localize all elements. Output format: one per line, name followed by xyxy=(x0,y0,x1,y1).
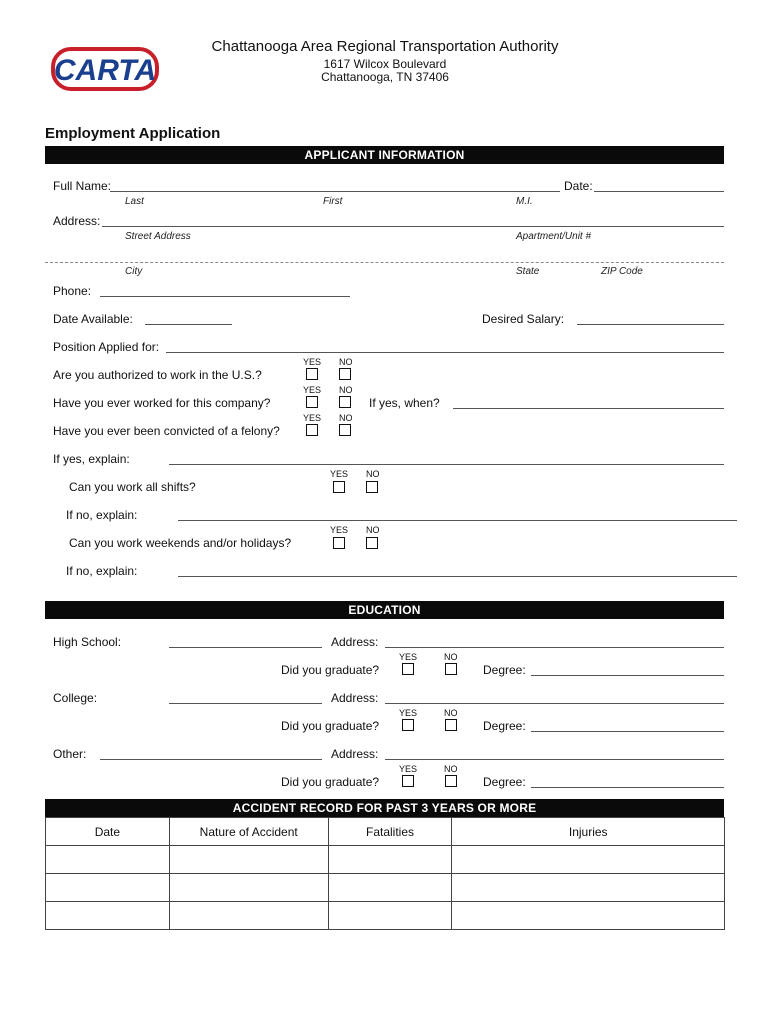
question-all-shifts: Can you work all shifts? xyxy=(69,480,196,494)
high-school-degree-line[interactable] xyxy=(531,675,724,676)
city-state-zip-line[interactable] xyxy=(45,262,724,263)
other-graduate-no-checkbox[interactable] xyxy=(445,775,457,787)
other-address-label: Address: xyxy=(331,747,379,761)
yes-label: YES xyxy=(399,652,418,662)
high-school-label: High School: xyxy=(53,635,122,649)
column-header-injuries: Injuries xyxy=(452,818,725,846)
yes-label: YES xyxy=(399,708,418,718)
column-header-date: Date xyxy=(46,818,170,846)
college-graduate-yes-checkbox[interactable] xyxy=(402,719,414,731)
other-line[interactable] xyxy=(100,759,322,760)
other-degree-label: Degree: xyxy=(483,775,526,789)
apartment-unit-sublabel: Apartment/Unit # xyxy=(516,231,592,242)
if-no-explain-label: If no, explain: xyxy=(66,508,138,522)
college-graduate-label: Did you graduate? xyxy=(281,719,380,733)
fatalities-cell[interactable] xyxy=(328,874,452,902)
felony-yes-checkbox[interactable] xyxy=(306,424,318,436)
org-address-line1: 1617 Wilcox Boulevard xyxy=(323,57,447,71)
no-label: NO xyxy=(339,413,353,423)
if-yes-explain-line[interactable] xyxy=(169,464,724,465)
question-worked-here: Have you ever worked for this company? xyxy=(53,396,271,410)
column-header-nature-of-accident: Nature of Accident xyxy=(169,818,328,846)
yes-label: YES xyxy=(303,357,322,367)
date-cell[interactable] xyxy=(46,874,170,902)
date-available-label: Date Available: xyxy=(53,312,133,326)
worked-here-no-checkbox[interactable] xyxy=(339,396,351,408)
yes-label: YES xyxy=(303,385,322,395)
section-accident-record: ACCIDENT RECORD FOR PAST 3 YEARS OR MORE xyxy=(45,799,724,817)
all-shifts-no-checkbox[interactable] xyxy=(366,481,378,493)
section-education: EDUCATION xyxy=(45,601,724,619)
felony-no-checkbox[interactable] xyxy=(339,424,351,436)
full-name-line[interactable] xyxy=(110,191,560,192)
no-label: NO xyxy=(444,764,458,774)
college-degree-label: Degree: xyxy=(483,719,526,733)
high-school-address-label: Address: xyxy=(331,635,379,649)
date-cell[interactable] xyxy=(46,846,170,874)
high-school-degree-label: Degree: xyxy=(483,663,526,677)
position-applied-line[interactable] xyxy=(166,352,724,353)
accident-table xyxy=(45,817,725,930)
authorized-yes-checkbox[interactable] xyxy=(306,368,318,380)
table-row xyxy=(46,902,725,930)
form-title: Employment Application xyxy=(45,125,221,142)
date-available-line[interactable] xyxy=(145,324,232,325)
yes-label: YES xyxy=(303,413,322,423)
first-sublabel: First xyxy=(323,196,343,207)
question-felony: Have you ever been convicted of a felony? xyxy=(53,424,280,438)
no-label: NO xyxy=(366,469,380,479)
desired-salary-label: Desired Salary: xyxy=(482,312,565,326)
logo-text: CARTA xyxy=(53,54,157,87)
high-school-address-line[interactable] xyxy=(385,647,724,648)
no-label: NO xyxy=(339,385,353,395)
street-address-line[interactable] xyxy=(102,226,724,227)
if-yes-when-label: If yes, when? xyxy=(369,396,440,410)
high-school-graduate-yes-checkbox[interactable] xyxy=(402,663,414,675)
date-cell[interactable] xyxy=(46,902,170,930)
table-row xyxy=(46,846,725,874)
injuries-cell[interactable] xyxy=(452,902,725,930)
other-graduate-label: Did you graduate? xyxy=(281,775,380,789)
desired-salary-line[interactable] xyxy=(577,324,724,325)
college-graduate-no-checkbox[interactable] xyxy=(445,719,457,731)
state-sublabel: State xyxy=(516,266,540,277)
mi-sublabel: M.I. xyxy=(516,196,533,207)
last-sublabel: Last xyxy=(125,196,144,207)
other-degree-line[interactable] xyxy=(531,787,724,788)
yes-label: YES xyxy=(330,525,349,535)
column-header-fatalities: Fatalities xyxy=(328,818,452,846)
full-name-label: Full Name: xyxy=(53,179,112,193)
section-applicant-information: APPLICANT INFORMATION xyxy=(45,146,724,164)
college-line[interactable] xyxy=(169,703,322,704)
city-sublabel: City xyxy=(125,266,143,277)
nature-cell[interactable] xyxy=(169,902,328,930)
accident-table-header-row xyxy=(46,818,725,846)
no-label: NO xyxy=(444,652,458,662)
if-yes-explain-label: If yes, explain: xyxy=(53,452,130,466)
college-label: College: xyxy=(53,691,98,705)
injuries-cell[interactable] xyxy=(452,874,725,902)
phone-label: Phone: xyxy=(53,284,92,298)
street-address-sublabel: Street Address xyxy=(125,231,191,242)
other-label: Other: xyxy=(53,747,87,761)
high-school-graduate-no-checkbox[interactable] xyxy=(445,663,457,675)
weekends-no-checkbox[interactable] xyxy=(366,537,378,549)
no-label: NO xyxy=(366,525,380,535)
no-label: NO xyxy=(444,708,458,718)
if-no-explain-label: If no, explain: xyxy=(66,564,138,578)
if-yes-when-line[interactable] xyxy=(453,408,724,409)
org-name: Chattanooga Area Regional Transportation Authority xyxy=(211,38,559,55)
zip-code-sublabel: ZIP Code xyxy=(601,266,643,277)
fatalities-cell[interactable] xyxy=(328,846,452,874)
date-line[interactable] xyxy=(594,191,724,192)
yes-label: YES xyxy=(399,764,418,774)
yes-label: YES xyxy=(330,469,349,479)
college-address-label: Address: xyxy=(331,691,379,705)
weekends-explain-line[interactable] xyxy=(178,576,737,577)
worked-here-yes-checkbox[interactable] xyxy=(306,396,318,408)
phone-line[interactable] xyxy=(100,296,350,297)
other-graduate-yes-checkbox[interactable] xyxy=(402,775,414,787)
shifts-explain-line[interactable] xyxy=(178,520,737,521)
injuries-cell[interactable] xyxy=(452,846,725,874)
college-address-line[interactable] xyxy=(385,703,724,704)
org-address-line2: Chattanooga, TN 37406 xyxy=(321,70,449,84)
nature-cell[interactable] xyxy=(169,846,328,874)
no-label: NO xyxy=(339,357,353,367)
position-applied-label: Position Applied for: xyxy=(53,340,160,354)
authorized-no-checkbox[interactable] xyxy=(339,368,351,380)
nature-cell[interactable] xyxy=(169,874,328,902)
fatalities-cell[interactable] xyxy=(328,902,452,930)
date-label: Date: xyxy=(564,179,593,193)
weekends-yes-checkbox[interactable] xyxy=(333,537,345,549)
question-authorized: Are you authorized to work in the U.S.? xyxy=(53,368,262,382)
college-degree-line[interactable] xyxy=(531,731,724,732)
other-address-line[interactable] xyxy=(385,759,724,760)
high-school-graduate-label: Did you graduate? xyxy=(281,663,380,677)
high-school-line[interactable] xyxy=(169,647,322,648)
all-shifts-yes-checkbox[interactable] xyxy=(333,481,345,493)
address-label: Address: xyxy=(53,214,101,228)
table-row xyxy=(46,874,725,902)
question-weekends: Can you work weekends and/or holidays? xyxy=(69,536,292,550)
